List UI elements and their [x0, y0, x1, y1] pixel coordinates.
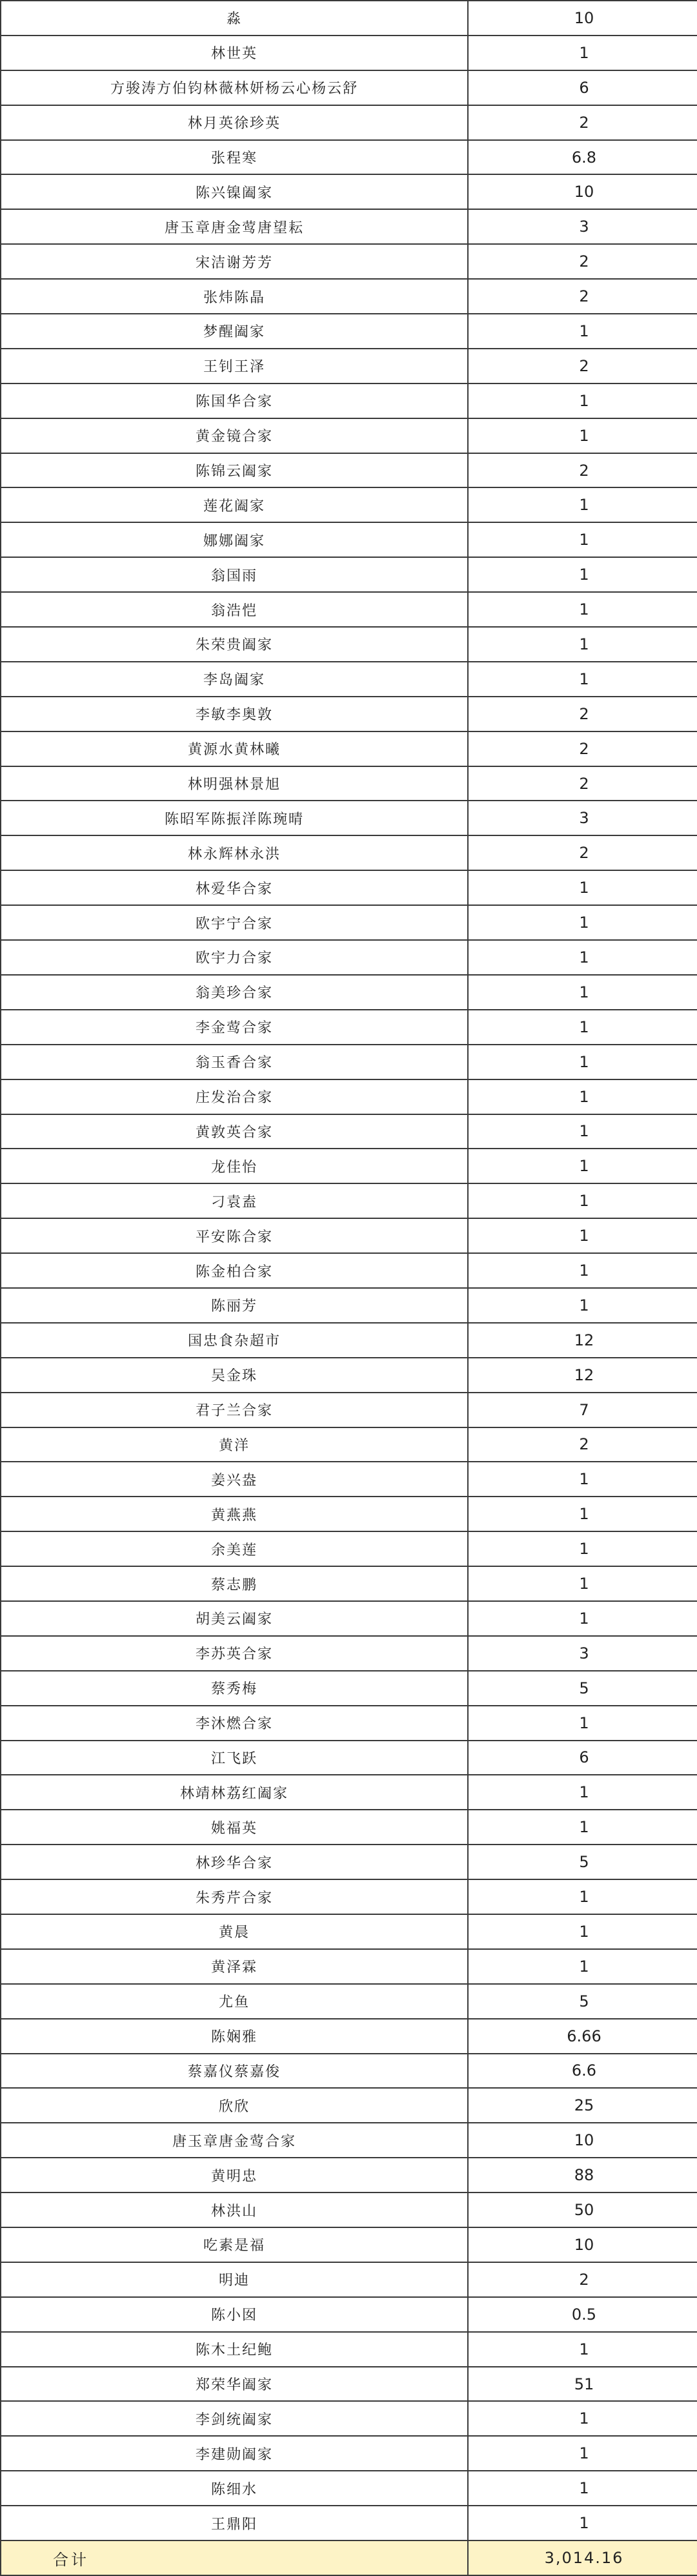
donor-name-cell: 翁浩恺	[1, 592, 468, 627]
donation-amount-cell: 1	[468, 1010, 697, 1045]
donation-amount-cell: 1	[468, 1601, 697, 1636]
donor-name-cell: 黄泽霖	[1, 1949, 468, 1984]
donor-name-cell: 李金莺合家	[1, 1010, 468, 1045]
table-row	[1, 1810, 697, 1845]
table-row	[1, 1601, 697, 1636]
donor-name-cell: 黄明忠	[1, 2158, 468, 2193]
donation-amount-cell: 1	[468, 1949, 697, 1984]
donation-amount-cell: 1	[468, 1706, 697, 1741]
donor-name-cell: 林世英	[1, 36, 468, 70]
table-row	[1, 2506, 697, 2540]
donor-name-cell: 姚福英	[1, 1810, 468, 1845]
donation-amount-cell: 2	[468, 279, 697, 314]
table-row	[1, 1393, 697, 1427]
donation-amount-cell: 1	[468, 418, 697, 453]
donation-amount-cell: 1	[468, 1497, 697, 1531]
donation-amount-cell: 1	[468, 1253, 697, 1288]
table-row	[1, 174, 697, 209]
total-row	[1, 2540, 697, 2575]
table-row	[1, 1775, 697, 1810]
donor-name-cell: 蔡志鹏	[1, 1566, 468, 1601]
donation-amount-cell: 1	[468, 975, 697, 1010]
donation-amount-cell: 6	[468, 1741, 697, 1775]
table-row	[1, 1183, 697, 1218]
donation-amount-cell: 2	[468, 1427, 697, 1462]
donation-amount-cell: 6.6	[468, 2054, 697, 2089]
table-row	[1, 1358, 697, 1393]
table-row	[1, 1949, 697, 1984]
donor-name-cell: 黄燕燕	[1, 1497, 468, 1531]
donation-amount-cell: 1	[468, 36, 697, 70]
donation-amount-cell: 1	[468, 627, 697, 662]
donor-name-cell: 江飞跃	[1, 1741, 468, 1775]
table-row	[1, 1253, 697, 1288]
donation-amount-cell: 6.8	[468, 140, 697, 175]
donor-name-cell: 陈小囡	[1, 2297, 468, 2332]
donor-name-cell: 陈金柏合家	[1, 1253, 468, 1288]
table-row	[1, 1, 697, 36]
donation-amount-cell: 1	[468, 314, 697, 349]
table-row	[1, 2401, 697, 2436]
donor-name-cell: 王鼎阳	[1, 2506, 468, 2540]
table-row	[1, 2227, 697, 2262]
donation-amount-cell: 1	[468, 1183, 697, 1218]
donor-name-cell: 庄发治合家	[1, 1079, 468, 1114]
donation-amount-cell: 1	[468, 1775, 697, 1810]
donation-amount-cell: 1	[468, 2506, 697, 2540]
table-row	[1, 662, 697, 697]
donor-name-cell: 陈锦云阖家	[1, 453, 468, 488]
donor-name-cell: 李敏李奥敦	[1, 697, 468, 731]
donation-amount-cell: 2	[468, 766, 697, 801]
donation-amount-cell: 1	[468, 522, 697, 557]
donation-amount-cell: 1	[468, 1045, 697, 1079]
table-row	[1, 2054, 697, 2089]
table-row	[1, 314, 697, 349]
table-row	[1, 1497, 697, 1531]
donor-name-cell: 林靖林荔红阖家	[1, 1775, 468, 1810]
table-row	[1, 905, 697, 940]
table-row	[1, 557, 697, 592]
table-row	[1, 209, 697, 244]
donation-amount-cell: 2	[468, 453, 697, 488]
donor-name-cell: 朱秀芹合家	[1, 1879, 468, 1914]
table-row	[1, 2019, 697, 2054]
donor-name-cell: 张程寒	[1, 140, 468, 175]
table-row	[1, 418, 697, 453]
donor-name-cell: 唐玉章唐金莺唐望耘	[1, 209, 468, 244]
donation-amount-cell: 1	[468, 1149, 697, 1183]
table-row	[1, 105, 697, 140]
donor-name-cell: 翁美珍合家	[1, 975, 468, 1010]
table-row	[1, 1288, 697, 1323]
donation-amount-cell: 1	[468, 905, 697, 940]
donation-amount-cell: 1	[468, 2471, 697, 2506]
donation-amount-cell: 1	[468, 1218, 697, 1253]
donation-amount-cell: 1	[468, 2436, 697, 2471]
donor-name-cell: 陈兴镍阖家	[1, 174, 468, 209]
table-row	[1, 244, 697, 279]
donation-amount-cell: 7	[468, 1393, 697, 1427]
donor-name-cell: 欧宇力合家	[1, 940, 468, 975]
table-row	[1, 940, 697, 975]
table-row	[1, 1914, 697, 1949]
donation-amount-cell: 1	[468, 2401, 697, 2436]
donor-name-cell: 陈木土纪鲍	[1, 2332, 468, 2367]
table-row	[1, 1149, 697, 1183]
donor-name-cell: 张炜陈晶	[1, 279, 468, 314]
donor-name-cell: 吃素是福	[1, 2227, 468, 2262]
table-row	[1, 522, 697, 557]
donation-amount-cell: 3	[468, 801, 697, 835]
donation-amount-cell: 1	[468, 2332, 697, 2367]
table-row	[1, 453, 697, 488]
donor-name-cell: 国忠食杂超市	[1, 1323, 468, 1358]
donation-amount-cell: 1	[468, 557, 697, 592]
donor-name-cell: 黄晨	[1, 1914, 468, 1949]
donation-amount-cell: 1	[468, 1114, 697, 1149]
table-row	[1, 1010, 697, 1045]
table-row	[1, 1114, 697, 1149]
table-row	[1, 766, 697, 801]
donor-name-cell: 余美莲	[1, 1531, 468, 1566]
donation-amount-cell: 12	[468, 1358, 697, 1393]
donor-name-cell: 林明强林景旭	[1, 766, 468, 801]
table-row	[1, 487, 697, 522]
table-row	[1, 2193, 697, 2227]
donor-name-cell: 宋洁谢芳芳	[1, 244, 468, 279]
donor-name-cell: 林爱华合家	[1, 870, 468, 905]
donor-name-cell: 李建勋阖家	[1, 2436, 468, 2471]
table-row	[1, 1427, 697, 1462]
table-row	[1, 1741, 697, 1775]
donation-amount-cell: 10	[468, 2227, 697, 2262]
donation-amount-cell: 6	[468, 70, 697, 105]
table-row	[1, 870, 697, 905]
table-row	[1, 697, 697, 731]
table-row	[1, 349, 697, 383]
table-row	[1, 1706, 697, 1741]
donor-name-cell: 李剑统阖家	[1, 2401, 468, 2436]
donor-name-cell: 娜娜阖家	[1, 522, 468, 557]
donor-name-cell: 欧宇宁合家	[1, 905, 468, 940]
table-row	[1, 383, 697, 418]
donor-name-cell: 王钊王泽	[1, 349, 468, 383]
donation-amount-cell: 1	[468, 1288, 697, 1323]
donor-name-cell: 黄洋	[1, 1427, 468, 1462]
table-row	[1, 1984, 697, 2019]
donation-table-body	[1, 1, 697, 2575]
donation-amount-cell: 3	[468, 209, 697, 244]
table-row	[1, 1845, 697, 1879]
donor-name-cell: 黄源水黄林曦	[1, 731, 468, 766]
table-row	[1, 2471, 697, 2506]
table-row	[1, 1462, 697, 1497]
donor-name-cell: 蔡秀梅	[1, 1671, 468, 1706]
table-row	[1, 2367, 697, 2402]
donation-amount-cell: 1	[468, 1566, 697, 1601]
donor-name-cell: 莲花阖家	[1, 487, 468, 522]
donor-name-cell: 陈娴雅	[1, 2019, 468, 2054]
donor-name-cell: 刁袁盍	[1, 1183, 468, 1218]
table-row	[1, 279, 697, 314]
donor-name-cell: 林月英徐珍英	[1, 105, 468, 140]
table-row	[1, 140, 697, 175]
table-row	[1, 1079, 697, 1114]
donor-name-cell: 淼	[1, 1, 468, 36]
donation-amount-cell: 5	[468, 1671, 697, 1706]
donor-name-cell: 翁国雨	[1, 557, 468, 592]
donation-amount-cell: 2	[468, 2262, 697, 2297]
donor-name-cell: 黄金镜合家	[1, 418, 468, 453]
donation-amount-cell: 1	[468, 1810, 697, 1845]
donation-amount-cell: 1	[468, 1462, 697, 1497]
table-row	[1, 592, 697, 627]
donor-name-cell: 君子兰合家	[1, 1393, 468, 1427]
table-row	[1, 1671, 697, 1706]
donor-name-cell: 唐玉章唐金莺合家	[1, 2123, 468, 2158]
table-row	[1, 1636, 697, 1671]
table-row	[1, 2123, 697, 2158]
donor-name-cell: 龙佳怡	[1, 1149, 468, 1183]
table-row	[1, 731, 697, 766]
donor-name-cell: 胡美云阖家	[1, 1601, 468, 1636]
donor-name-cell: 李沐燃合家	[1, 1706, 468, 1741]
donor-name-cell: 明迪	[1, 2262, 468, 2297]
donation-amount-cell: 51	[468, 2367, 697, 2402]
donation-amount-cell: 50	[468, 2193, 697, 2227]
donor-name-cell: 郑荣华阖家	[1, 2367, 468, 2402]
donor-name-cell: 欣欣	[1, 2088, 468, 2123]
table-row	[1, 1566, 697, 1601]
donation-amount-cell: 1	[468, 487, 697, 522]
donation-amount-cell: 1	[468, 592, 697, 627]
donation-amount-cell: 1	[468, 662, 697, 697]
table-row	[1, 975, 697, 1010]
donor-name-cell: 林永辉林永洪	[1, 835, 468, 870]
table-row	[1, 2332, 697, 2367]
donation-amount-cell: 2	[468, 349, 697, 383]
table-row	[1, 1531, 697, 1566]
donation-amount-cell: 1	[468, 1531, 697, 1566]
donation-amount-cell: 2	[468, 697, 697, 731]
table-row	[1, 2158, 697, 2193]
donation-amount-cell: 5	[468, 1984, 697, 2019]
table-row	[1, 2436, 697, 2471]
donor-name-cell: 蔡嘉仪蔡嘉俊	[1, 2054, 468, 2089]
donation-amount-cell: 6.66	[468, 2019, 697, 2054]
donor-name-cell: 尤鱼	[1, 1984, 468, 2019]
donation-amount-cell: 25	[468, 2088, 697, 2123]
donation-amount-cell: 1	[468, 940, 697, 975]
donor-name-cell: 吴金珠	[1, 1358, 468, 1393]
donation-amount-cell: 1	[468, 1079, 697, 1114]
donation-amount-cell: 12	[468, 1323, 697, 1358]
donor-name-cell: 李苏英合家	[1, 1636, 468, 1671]
table-row	[1, 1323, 697, 1358]
donation-amount-cell: 2	[468, 835, 697, 870]
donor-name-cell: 方骏涛方伯钧林薇林妍杨云心杨云舒	[1, 70, 468, 105]
donor-name-cell: 黄敦英合家	[1, 1114, 468, 1149]
donor-name-cell: 平安陈合家	[1, 1218, 468, 1253]
total-label: 合计	[1, 2540, 468, 2575]
table-row	[1, 2088, 697, 2123]
donor-name-cell: 李岛阖家	[1, 662, 468, 697]
donor-name-cell: 梦醒阖家	[1, 314, 468, 349]
donation-amount-cell: 10	[468, 2123, 697, 2158]
donation-amount-cell: 88	[468, 2158, 697, 2193]
total-amount: 3,014.16	[468, 2540, 697, 2575]
donor-name-cell: 林珍华合家	[1, 1845, 468, 1879]
table-row	[1, 70, 697, 105]
donation-amount-cell: 1	[468, 1914, 697, 1949]
table-row	[1, 627, 697, 662]
table-row	[1, 2297, 697, 2332]
table-row	[1, 36, 697, 70]
donor-name-cell: 陈国华合家	[1, 383, 468, 418]
donor-name-cell: 姜兴盎	[1, 1462, 468, 1497]
donation-amount-cell: 10	[468, 174, 697, 209]
donation-amount-cell: 5	[468, 1845, 697, 1879]
donor-name-cell: 陈昭军陈振洋陈琬晴	[1, 801, 468, 835]
donation-amount-cell: 3	[468, 1636, 697, 1671]
donation-amount-cell: 0.5	[468, 2297, 697, 2332]
table-row	[1, 801, 697, 835]
donation-amount-cell: 1	[468, 870, 697, 905]
donor-name-cell: 陈细水	[1, 2471, 468, 2506]
donation-amount-cell: 2	[468, 105, 697, 140]
donation-amount-cell: 2	[468, 244, 697, 279]
donation-amount-cell: 10	[468, 1, 697, 36]
table-row	[1, 835, 697, 870]
donation-amount-cell: 2	[468, 731, 697, 766]
donor-name-cell: 陈丽芳	[1, 1288, 468, 1323]
donor-name-cell: 翁玉香合家	[1, 1045, 468, 1079]
table-row	[1, 1045, 697, 1079]
donation-amount-cell: 1	[468, 1879, 697, 1914]
table-row	[1, 1218, 697, 1253]
donor-name-cell: 朱荣贵阖家	[1, 627, 468, 662]
table-row	[1, 1879, 697, 1914]
donor-name-cell: 林洪山	[1, 2193, 468, 2227]
donation-amount-cell: 1	[468, 383, 697, 418]
table-row	[1, 2262, 697, 2297]
